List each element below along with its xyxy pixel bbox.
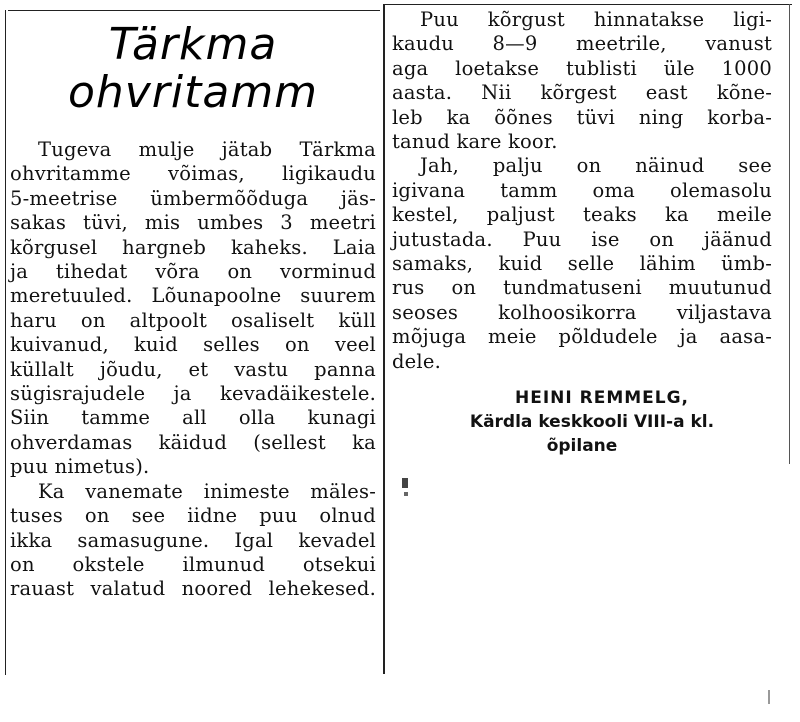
right-column — [392, 8, 772, 458]
print-speck — [404, 492, 408, 496]
text-line: 5-meetrise ümbermõõduga jäs- — [10, 186, 376, 210]
text-line: dele. — [392, 349, 441, 373]
text-line: ohverdamas käidud (sellest ka — [10, 430, 376, 454]
text-line: Ka vanemate inimeste mäles- — [38, 479, 376, 503]
text-line: kuivanud, kuid selles on veel — [10, 333, 376, 357]
text-line: kõrgusel hargneb kaheks. Laia — [10, 235, 376, 259]
text-line: küllalt jõudu, et vastu panna — [10, 357, 376, 381]
title-line-1: Tärkma — [108, 19, 278, 70]
author-name: HEINI REMMELG, — [514, 388, 690, 409]
text-line: samaks, kuid selle lähim ümb- — [392, 252, 772, 276]
text-line: mõjuga meie põldudele ja aasa- — [392, 325, 772, 349]
text-line: Puu kõrgust hinnatakse ligi- — [420, 8, 772, 31]
text-line: puu nimetus). — [10, 455, 150, 479]
text-line: leb ka õõnes tüvi ning korba- — [392, 105, 772, 129]
text-line: ikka samasugune. Igal kevadel — [10, 528, 376, 552]
left-border — [5, 10, 6, 675]
text-line: haru on altpoolt osaliselt küll — [10, 308, 376, 332]
right-border — [789, 4, 790, 464]
text-line: sügisrajudele ja kevadäikestele. — [10, 382, 376, 406]
text-line: ja tihedat võra on vorminud — [10, 260, 376, 284]
paragraph — [392, 154, 772, 374]
text-line: rus on tundmatuseni muutunud — [392, 276, 772, 300]
column-divider — [383, 4, 385, 674]
print-speck — [402, 478, 408, 488]
text-line: ohvritamme võimas, ligikaudu — [10, 162, 376, 186]
top-rule-right — [384, 4, 792, 5]
author-role: õpilane — [546, 436, 618, 457]
text-line: on okstele ilmunud otsekui — [10, 552, 376, 576]
paragraph — [10, 138, 376, 480]
text-line: sakas tüvi, mis umbes 3 meetri — [10, 211, 376, 235]
text-line: aga loetakse tublisti üle 1000 — [392, 56, 772, 80]
paragraph — [392, 8, 772, 154]
author-school: Kärdla keskkooli VIII-a kl. — [469, 412, 715, 433]
top-rule-left — [8, 10, 380, 11]
text-line: kaudu 8—9 meetrile, vanust — [392, 32, 772, 56]
text-line: rauast valatud noored lehekesed. — [10, 577, 376, 601]
text-line: jutustada. Puu ise on jäänud — [392, 227, 772, 251]
title-line-2: ohvritamm — [67, 67, 319, 118]
text-line: kestel, paljust teaks ka meile — [392, 203, 772, 227]
left-column — [10, 19, 376, 602]
print-speck — [768, 690, 770, 704]
text-line: tanud kare koor. — [392, 130, 558, 154]
text-line: meretuuled. Lõunapoolne suurem — [10, 284, 376, 308]
article-title — [10, 19, 376, 118]
author-signature — [392, 386, 772, 458]
text-line: seoses kolhoosikorra viljastava — [392, 300, 772, 324]
text-line: Siin tamme all olla kunagi — [10, 406, 376, 430]
text-line: Tugeva mulje jätab Tärkma — [38, 138, 376, 161]
text-line: igivana tamm oma olemasolu — [392, 178, 772, 202]
text-line: tuses on see iidne puu olnud — [10, 504, 376, 528]
text-line: Jah, palju on näinud see — [420, 154, 772, 178]
text-line: aasta. Nii kõrgest east kõne- — [392, 81, 772, 105]
paragraph — [10, 480, 376, 602]
